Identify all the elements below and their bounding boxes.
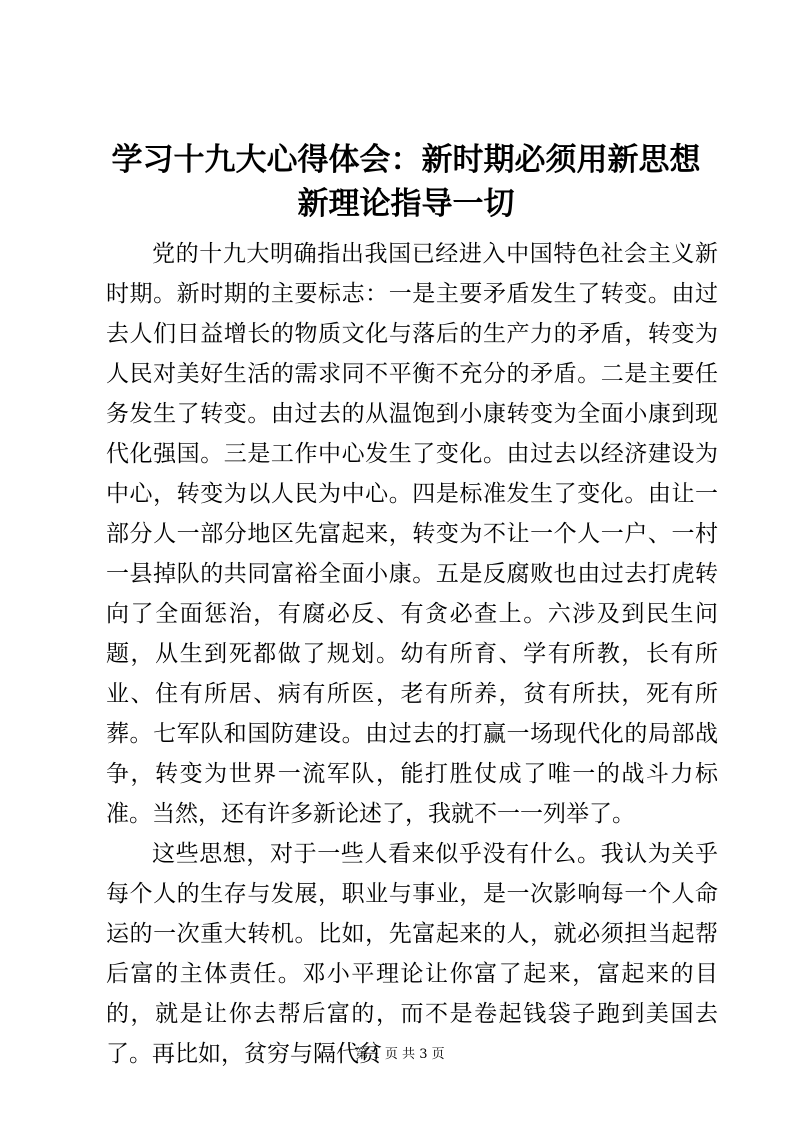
- page-footer: 第 1 页 共 3 页: [355, 1047, 445, 1062]
- document-body: [106, 234, 718, 1074]
- paragraph-1: 党的十九大明确指出我国已经进入中国特色社会主义新时期。新时期的主要标志：一是主要矛盾发生了转变。由过去人们日益增长的物质文化与落后的生产力的矛盾，转变为人民对美好生活的需求同不平衡不充分的矛盾。二是主要任务发生了转变。由过去的从温饱到小康转变为全面小康到现代化强国。三是工作中心发生了变化。由过去以经济建设为中心，转变为以人民为中心。四是标准发生了变化。由让一部分人一部分地区先富起来，转变为不让一个人一户、一村一县掉队的共同富裕全面小康。五是反腐败也由过去打虎转向了全面惩治，有腐必反、有贪必查上。六涉及到民生问题，从生到死都做了规划。幼有所育、学有所教，长有所业、住有所居、病有所医，老有所养，贫有所扶，死有所葬。七军队和国防建设。由过去的打赢一场现代化的局部战争，转变为世界一流军队，能打胜仗成了唯一的战斗力标准。当然，还有许多新论述了，我就不一一列举了。: [106, 241, 718, 827]
- document-title: 学习十九大心得体会：新时期必须用新思想新理论指导一切: [111, 142, 701, 222]
- paragraph-2: 这些思想，对于一些人看来似乎没有什么。我认为关乎每个人的生存与发展，职业与事业，是一次影响每一个人命运的一次重大转机。比如，先富起来的人，就必须担当起帮后富的主体责任。邓小平理论让你富了起来，富起来的目的，就是让你去帮后富的，而不是卷起钱袋子跑到美国去了。再比如，贫穷与隔代贫: [106, 841, 718, 1067]
